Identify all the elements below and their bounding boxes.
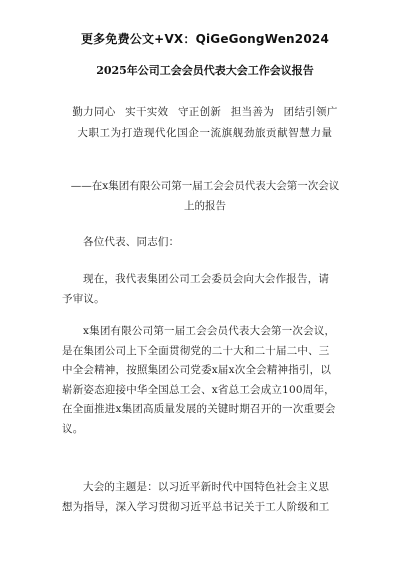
paragraph-1-line: 予审议。	[62, 292, 105, 305]
paragraph-2-line: 是在集团公司上下全面贯彻党的二十大和二十届二中、三	[62, 344, 330, 357]
greeting-paragraph	[62, 233, 352, 253]
paragraph-2-line: x集团有限公司第一届工会会员代表大会第一次会议，	[83, 325, 336, 337]
subtitle-line-1: ——在x集团有限公司第一届工会会员代表大会第一次会议	[70, 180, 340, 192]
paragraph-1	[62, 270, 352, 309]
document-title: 2025年公司工会会员代表大会工作会议报告	[96, 64, 314, 77]
paragraph-3-line: 想为指导，深入学习贯彻习近平总书记关于工人阶级和工	[62, 500, 330, 513]
paragraph-2-line: 崭新姿态迎接中华全国总工会、x省总工会成立100周年，	[62, 383, 335, 396]
greeting-text: 各位代表、同志们：	[83, 236, 180, 248]
slogan-line-2: 大职工为打造现代化国企一流旗舰劲旅贡献智慧力量	[77, 127, 333, 139]
paragraph-2-line: 中全会精神，按照集团公司党委x届x次全会精神指引，以	[62, 364, 332, 376]
paragraph-2-line: 在全面推进x集团高质量发展的关键时期召开的一次重要会	[62, 403, 336, 415]
paragraph-1-line: 现在，我代表集团公司工会委员会向大会作报告，请	[83, 273, 330, 285]
paragraph-3-line: 大会的主题是：以习近平新时代中国特色社会主义思	[83, 481, 330, 493]
slogan-line-1: 勤力同心 实干实效 守正创新 担当善为 团结引领广	[72, 106, 338, 118]
paragraph-2-line: 议。	[62, 422, 84, 435]
subtitle-line-2: 上的报告	[184, 200, 226, 212]
paragraph-3	[62, 478, 352, 517]
paragraph-2	[62, 322, 352, 439]
promo-header: 更多免费公文+VX：QiGeGongWen2024	[80, 32, 329, 46]
